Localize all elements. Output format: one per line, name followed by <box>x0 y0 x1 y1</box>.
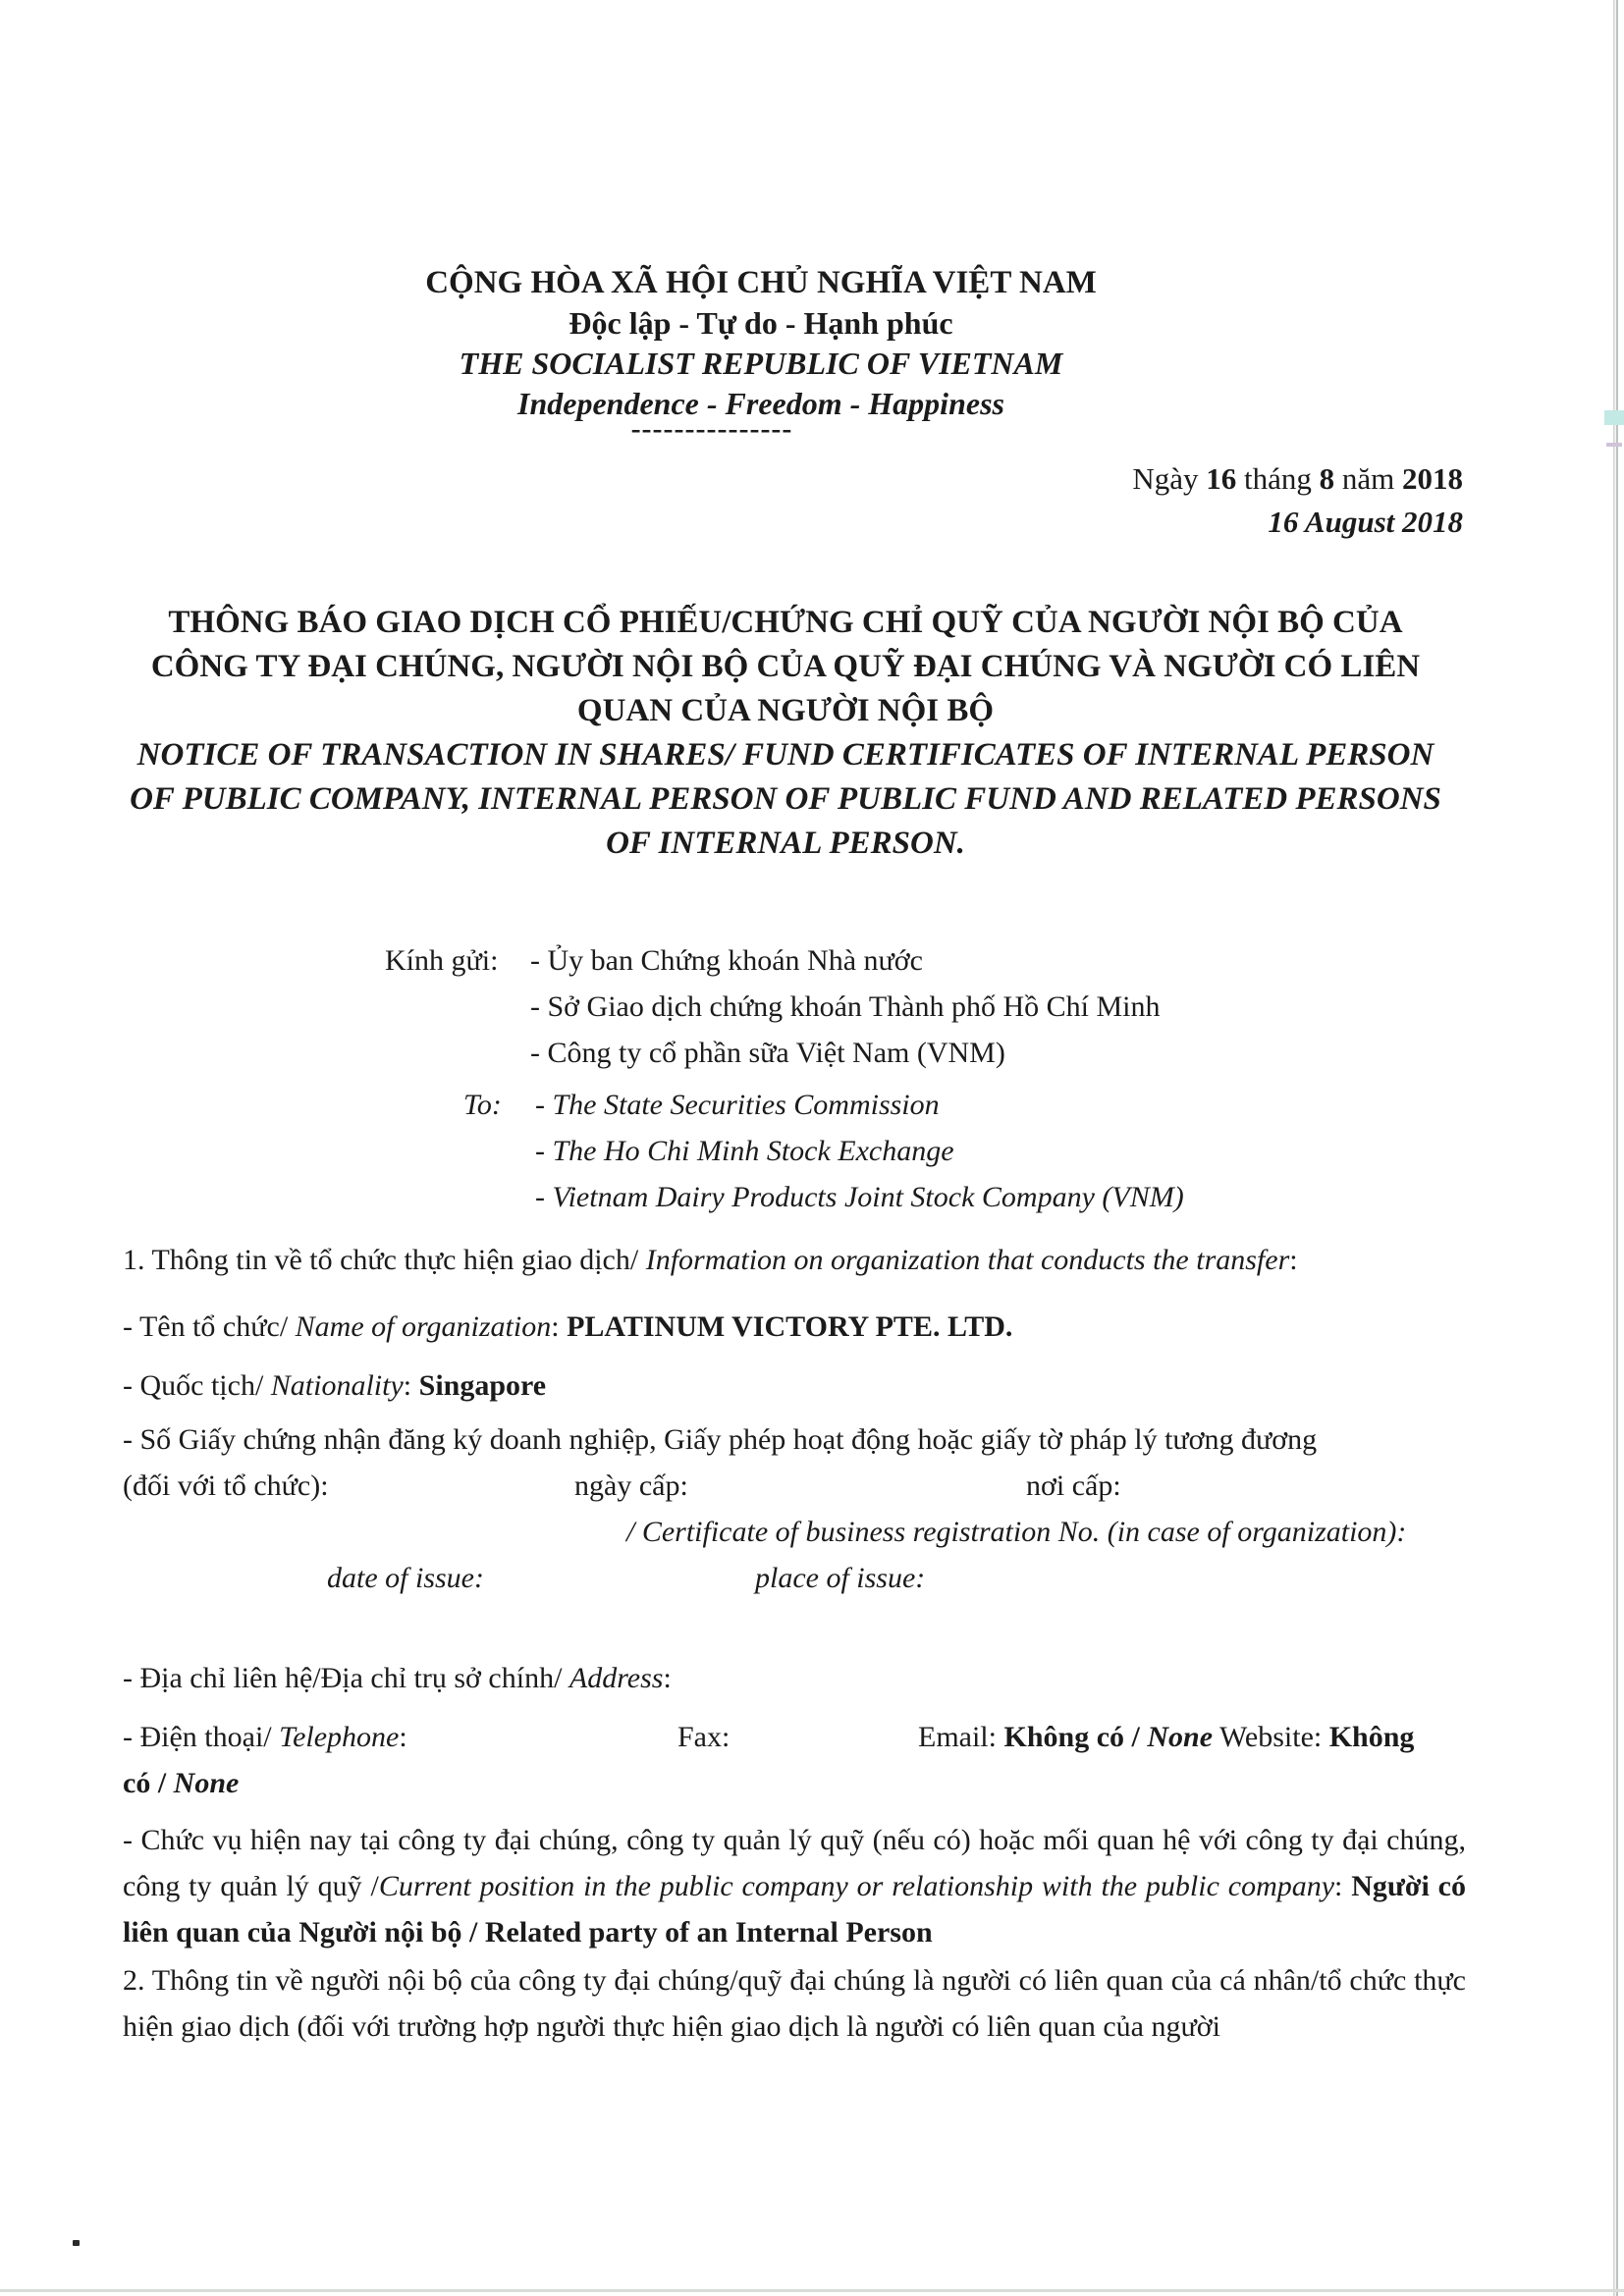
date-en: 16 August 2018 <box>1268 505 1463 539</box>
bottom-edge-scan-line <box>0 2289 1624 2292</box>
email-value-en: None <box>1147 1721 1214 1753</box>
national-title-vi: CỘNG HÒA XÃ HỘI CHỦ NGHĨA VIỆT NAM <box>425 265 1097 300</box>
document-title-vi: THÔNG BÁO GIAO DỊCH CỔ PHIẾU/CHỨNG CHỈ QUỸ CỦA NGƯỜI NỘI BỘ CỦA CÔNG TY ĐẠI CHÚNG, NGƯỜI NỘI BỘ CỦA QUỸ ĐẠI CHÚNG VÀ NGƯỜI CÓ LIÊN QUAN CỦA NGƯỜI NỘI BỘ <box>150 605 1421 728</box>
recipients-label-en: To: <box>463 1089 502 1121</box>
email-label: Email: <box>918 1721 1004 1753</box>
ink-speck <box>73 2240 80 2246</box>
recipient-item-vi: - Sở Giao dịch chứng khoán Thành phố Hồ Chí Minh <box>530 990 1161 1023</box>
section1-heading-vi: 1. Thông tin về tổ chức thực hiện giao dịch/ <box>123 1244 646 1276</box>
position-value: Người có liên quan của Người nội bộ / Related party of an Internal Person <box>123 1870 1466 1949</box>
section2-paragraph: 2. Thông tin về người nội bộ của công ty đại chúng/quỹ đại chúng là người có liên quan của cá nhân/tổ chức thực hiện giao dịch (đối với trường hợp người thực hiện giao dịch là người có liên quan của người <box>123 1964 1466 2043</box>
right-edge-scan-line <box>1613 0 1618 2296</box>
org-name-line <box>123 1304 1478 1350</box>
website-separator: / <box>150 1767 174 1799</box>
position-paragraph <box>123 1817 1466 1955</box>
website-label: Website: <box>1213 1721 1329 1753</box>
phone-colon: : <box>399 1721 407 1753</box>
national-header <box>59 263 1463 424</box>
nationality-value: Singapore <box>418 1369 547 1402</box>
registration-issue-place-vi: nơi cấp: <box>1026 1469 1121 1502</box>
phone-label <box>123 1714 407 1760</box>
org-name-label-vi: - Tên tổ chức/ <box>123 1310 296 1343</box>
dateline <box>884 457 1463 544</box>
header-divider: --------------- <box>630 412 793 445</box>
date-word-thang: tháng <box>1236 461 1320 496</box>
national-motto-vi: Độc lập - Tự do - Hạnh phúc <box>568 305 953 341</box>
section1-heading <box>123 1237 1478 1283</box>
date-word-nam: năm <box>1334 461 1402 496</box>
registration-issue-place-en: place of issue: <box>755 1562 926 1594</box>
national-title-en: THE SOCIALIST REPUBLIC OF VIETNAM <box>459 346 1063 381</box>
date-year: 2018 <box>1402 461 1463 496</box>
registration-line4 <box>123 1555 1463 1601</box>
address-colon: : <box>663 1662 672 1694</box>
org-name-value: PLATINUM VICTORY PTE. LTD. <box>567 1310 1013 1343</box>
registration-line2 <box>123 1463 1463 1509</box>
phone-label-vi: - Điện thoại/ <box>123 1721 280 1753</box>
recipient-item-vi: - Công ty cổ phần sữa Việt Nam (VNM) <box>530 1037 1005 1069</box>
org-name-colon: : <box>551 1310 568 1343</box>
nationality-label-vi: - Quốc tịch/ <box>123 1369 271 1402</box>
contact-line2 <box>123 1760 1478 1806</box>
date-month: 8 <box>1319 461 1335 496</box>
position-label-en: Current position in the public company or relationship with the public company <box>378 1870 1335 1902</box>
recipient-item-en: - The Ho Chi Minh Stock Exchange <box>535 1135 954 1167</box>
document-title-en: NOTICE OF TRANSACTION IN SHARES/ FUND CERTIFICATES OF INTERNAL PERSON OF PUBLIC COMPANY, INTERNAL PERSON OF PUBLIC FUND AND RELATED PERSONS OF INTERNAL PERSON. <box>130 737 1441 861</box>
email-separator: / <box>1124 1721 1148 1753</box>
phone-label-en: Telephone <box>279 1721 400 1753</box>
document-title <box>118 601 1453 866</box>
fax-label: Fax: <box>677 1721 731 1753</box>
email-value-vi: Không có <box>1003 1721 1125 1753</box>
nationality-label-en: Nationality <box>270 1369 404 1402</box>
position-colon: : <box>1334 1870 1352 1902</box>
registration-line-en: / Certificate of business registration No. (in case of organization): <box>626 1516 1407 1548</box>
registration-org-case: (đối với tổ chức): <box>123 1469 329 1502</box>
address-label-en: Address <box>568 1662 664 1694</box>
registration-line3 <box>123 1509 1463 1555</box>
registration-block <box>123 1416 1463 1601</box>
recipient-item-en: - The State Securities Commission <box>535 1089 940 1121</box>
contact-line1 <box>123 1714 1478 1760</box>
website-value-part1: Không <box>1328 1721 1415 1753</box>
date-day: 16 <box>1206 461 1237 496</box>
recipient-item-vi: - Ủy ban Chứng khoán Nhà nước <box>530 944 923 977</box>
recipient-list-en <box>535 1089 1184 1227</box>
recipient-list-vi <box>530 944 1161 1083</box>
nationality-line <box>123 1362 1478 1409</box>
section1-heading-en: Information on organization that conducts the transfer <box>645 1244 1290 1276</box>
registration-issue-date-vi: ngày cấp: <box>574 1469 688 1502</box>
address-line <box>123 1655 1478 1701</box>
position-label-vi: - Chức vụ hiện nay tại công ty đại chúng, công ty quản lý quỹ (nếu có) hoặc mối quan hệ với công ty đại chúng, công ty quản lý quỹ / <box>123 1824 1466 1902</box>
registration-issue-date-en: date of issue: <box>327 1562 484 1594</box>
email-website-group <box>918 1714 1414 1760</box>
recipients-label-vi: Kính gửi: <box>385 944 499 977</box>
registration-line1: - Số Giấy chứng nhận đăng ký doanh nghiệp, Giấy phép hoạt động hoặc giấy tờ pháp lý tương đương <box>123 1423 1318 1456</box>
website-value-part2: có <box>123 1767 151 1799</box>
cyan-scan-mark <box>1604 410 1624 425</box>
recipient-item-en: - Vietnam Dairy Products Joint Stock Company (VNM) <box>535 1181 1184 1213</box>
section1-heading-colon: : <box>1289 1244 1298 1276</box>
contact-block <box>123 1714 1478 1806</box>
org-name-label-en: Name of organization <box>295 1310 552 1343</box>
nationality-colon: : <box>403 1369 419 1402</box>
date-word-ngay: Ngày <box>1132 461 1207 496</box>
date-vi <box>884 457 1463 501</box>
purple-scan-mark <box>1606 443 1622 447</box>
national-motto-en: Independence - Freedom - Happiness <box>517 386 1004 421</box>
website-value-en: None <box>173 1767 240 1799</box>
address-label-vi: - Địa chỉ liên hệ/Địa chỉ trụ sở chính/ <box>123 1662 569 1694</box>
